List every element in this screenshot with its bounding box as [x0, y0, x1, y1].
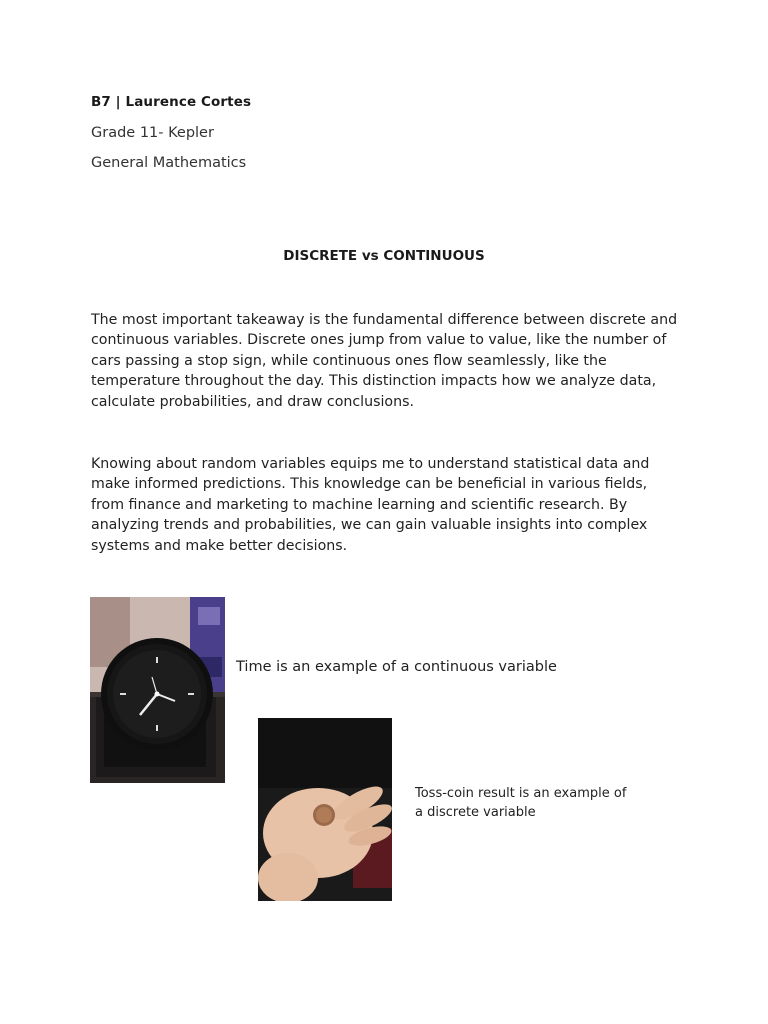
- coin-caption-line-1: Toss-coin result is an example of: [415, 786, 627, 801]
- clock-caption: Time is an example of a continuous variable: [236, 659, 557, 675]
- paragraph-2: Knowing about random variables equips me to understand statistical data and make informed predictions. This knowledge can be beneficial in various fields, from finance and marketing to machine learning and scientific research. By analyzing trends and probabilities, we can gain valuable insights into complex systems and make better decisions.: [91, 456, 650, 554]
- coin-photo: [258, 718, 392, 901]
- clock-photo: [90, 597, 225, 783]
- coin-caption-line-2: a discrete variable: [415, 804, 536, 820]
- author-name: B7 | Laurence Cortes: [91, 94, 252, 110]
- paragraph-1: The most important takeaway is the fundamental difference between discrete and continuous variables. Discrete ones jump from value to value, like the number of cars passing a stop sign, while continuous ones flow seamlessly, like the temperature throughout the day. This distinction impacts how we analyze data, calculate probabilities, and draw conclusions.: [91, 312, 678, 410]
- document-title: DISCRETE vs CONTINUOUS: [283, 248, 485, 264]
- subject-line: General Mathematics: [91, 155, 247, 171]
- coin-caption: [415, 785, 645, 822]
- grade-line: Grade 11- Kepler: [91, 125, 214, 141]
